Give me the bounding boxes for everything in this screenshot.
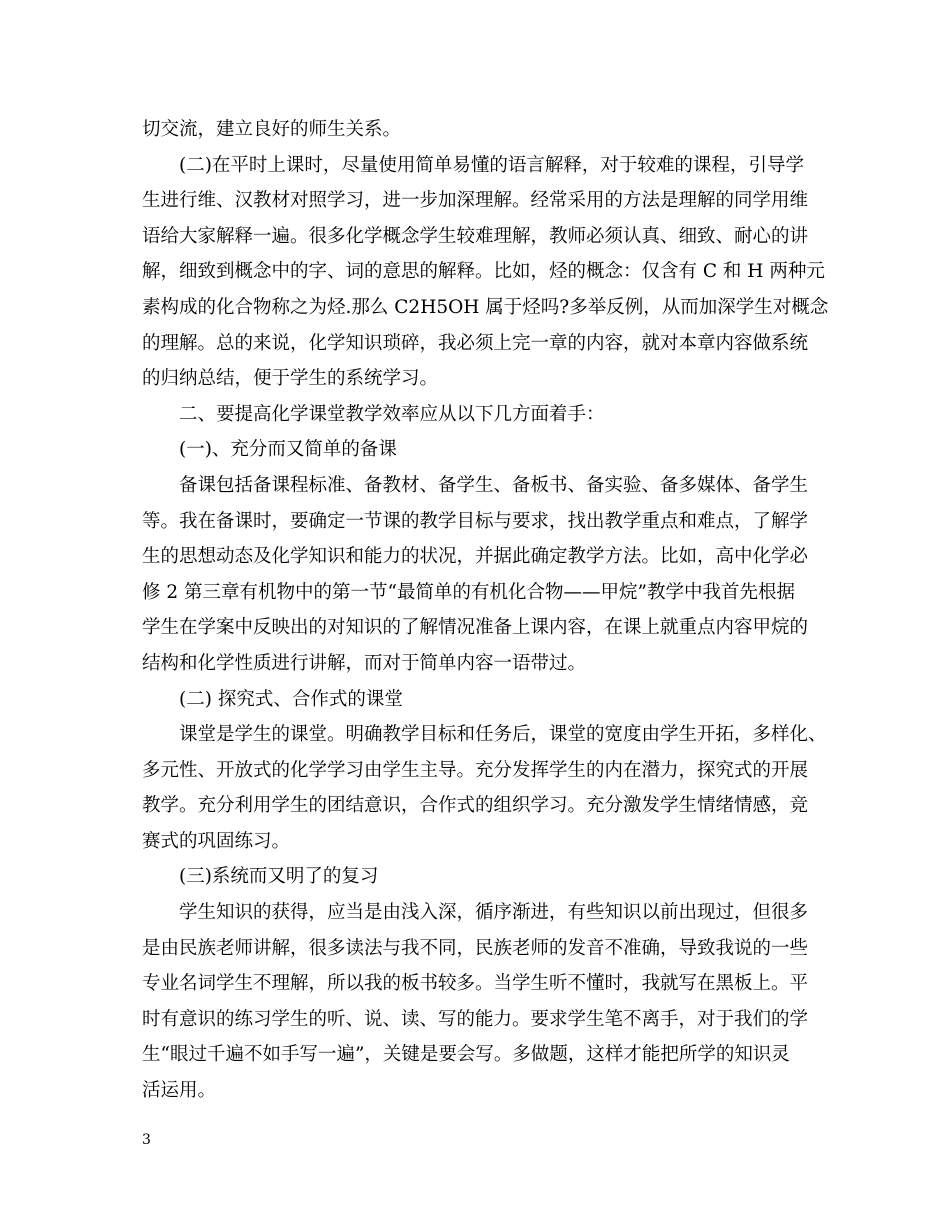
text-line: 结构和化学性质进行讲解，而对于简单内容一语带过。 — [142, 652, 587, 674]
text-line: 解，细致到概念中的字、词的意思的解释。比如，烃的概念：仅含有 C 和 H 两种元 — [142, 261, 825, 283]
text-line: 是由民族老师讲解，很多读法与我不同，民族老师的发音不准确，导致我说的一些 — [142, 937, 809, 959]
text-line: 的归纳总结，便于学生的系统学习。 — [142, 368, 439, 390]
text-line: 素构成的化合物称之为烃.那么 C2H5OH 属于烃吗?多举反例，从而加深学生对概念 — [142, 296, 829, 318]
text-line: (三)系统而又明了的复习 — [179, 866, 379, 888]
text-line: 课堂是学生的课堂。明确教学目标和任务后，课堂的宽度由学生开拓，多样化、 — [179, 724, 827, 746]
text-line: 活运用。 — [142, 1080, 217, 1102]
text-line: 生的思想动态及化学知识和能力的状况，并据此确定教学方法。比如，高中化学必 — [142, 546, 809, 568]
text-line: 等。我在备课时，要确定一节课的教学目标与要求，找出教学重点和难点，了解学 — [142, 510, 809, 532]
text-line: 语给大家解释一遍。很多化学概念学生较难理解，教师必须认真、细致、耐心的讲 — [142, 225, 809, 247]
body-text — [142, 112, 828, 1109]
text-line: 学生在学案中反映出的对知识的了解情况准备上课内容，在课上就重点内容甲烷的 — [142, 617, 809, 639]
text-line: 切交流，建立良好的师生关系。 — [142, 119, 402, 140]
text-line: 二、要提高化学课堂教学效率应从以下几方面着手： — [179, 403, 605, 425]
text-line: 生进行维、汉教材对照学习，进一步加深理解。经常采用的方法是理解的同学用维 — [142, 190, 809, 212]
text-line: 多元性、开放式的化学学习由学生主导。充分发挥学生的内在潜力，探究式的开展 — [142, 759, 809, 781]
text-line: 专业名词学生不理解，所以我的板书较多。当学生听不懂时，我就写在黑板上。平 — [142, 973, 809, 995]
text-line: 学生知识的获得，应当是由浅入深，循序渐进，有些知识以前出现过，但很多 — [179, 902, 809, 924]
text-line: (一)、充分而又简单的备课 — [179, 439, 397, 461]
text-line: 修 2 第三章有机物中的第一节“最简单的有机化合物——甲烷”教学中我首先根据 — [142, 581, 795, 603]
text-line: (二) 探究式、合作式的课堂 — [179, 688, 403, 710]
text-line: 的理解。总的来说，化学知识琐碎，我必须上完一章的内容，就对本章内容做系统 — [142, 332, 809, 354]
text-line: 赛式的巩固练习。 — [142, 830, 291, 852]
text-line: 时有意识的练习学生的听、说、读、写的能力。要求学生笔不离手，对于我们的学 — [142, 1008, 809, 1030]
text-line: (二)在平时上课时，尽量使用简单易懂的语言解释，对于较难的课程，引导学 — [179, 154, 804, 176]
text-line: 备课包括备课程标准、备教材、备学生、备板书、备实验、备多媒体、备学生 — [179, 474, 809, 496]
text-line: 教学。充分利用学生的团结意识，合作式的组织学习。充分激发学生情绪情感，竞 — [142, 795, 809, 817]
text-line: 生“眼过千遍不如手写一遍”，关键是要会写。多做题，这样才能把所学的知识灵 — [142, 1044, 790, 1066]
page-number: 3 — [142, 1132, 151, 1148]
